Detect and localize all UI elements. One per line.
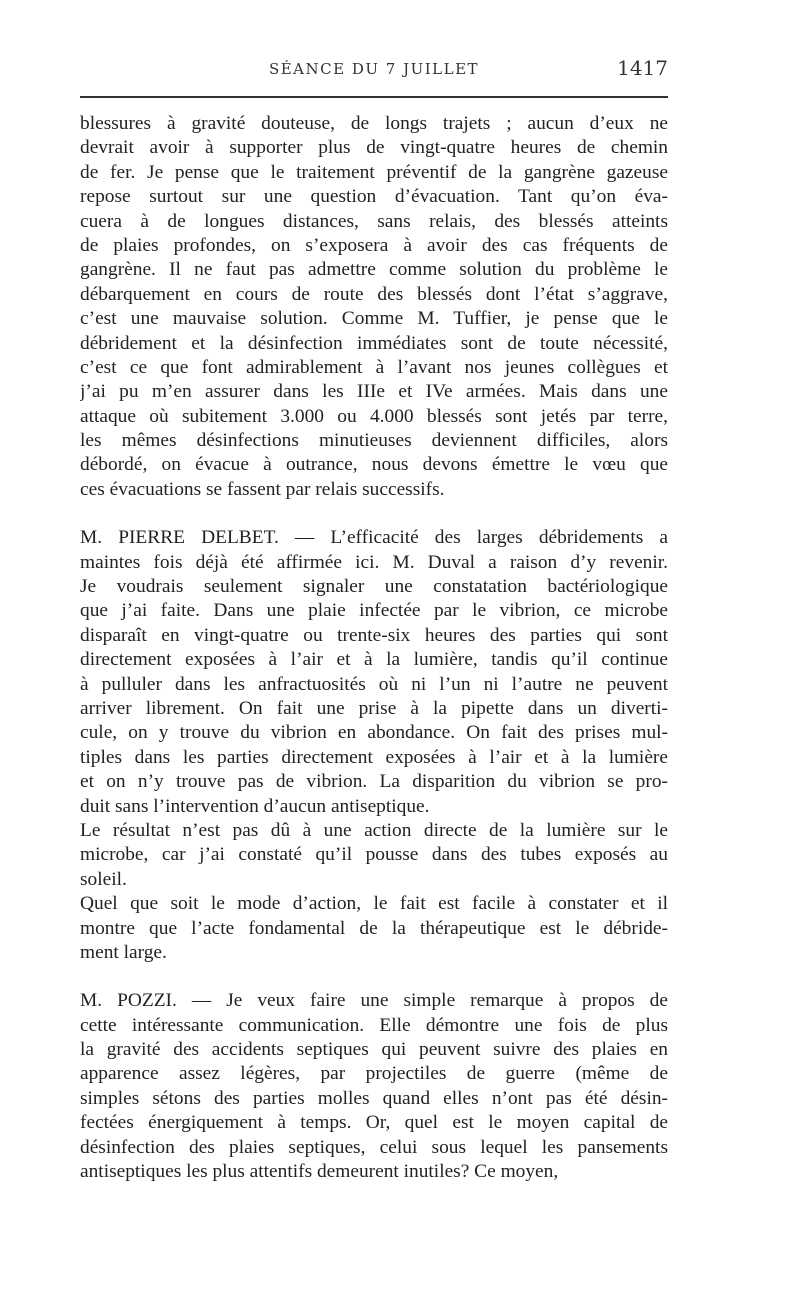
section-gap bbox=[80, 965, 668, 989]
text-line: c’est une mauvaise solution. Comme M. Tuffier, je pense que le bbox=[80, 308, 668, 330]
text-line: débordé, on évacue à outrance, nous devons émettre le vœu que bbox=[80, 454, 668, 476]
text-line: c’est ce que font admirablement à l’avant nos jeunes collègues et bbox=[80, 356, 668, 378]
running-title: SÉANCE DU 7 JUILLET bbox=[268, 60, 480, 78]
text-line: soleil. bbox=[80, 868, 127, 890]
text-line: de plaies profondes, on s’exposera à avoir des cas fréquents de bbox=[80, 234, 668, 256]
text-line: montre que l’acte fondamental de la thérapeutique est le débride- bbox=[80, 917, 668, 939]
text-line: débarquement en cours de route des blessés dont l’état s’aggrave, bbox=[80, 283, 668, 305]
text-line: j’ai pu m’en assurer dans les IIIe et IVe armées. Mais dans une bbox=[80, 381, 668, 403]
text-line: tiples dans les parties directement exposées à l’air et à la lumière bbox=[80, 746, 668, 768]
text-line: directement exposées à l’air et à la lumière, tandis qu’il continue bbox=[80, 649, 668, 671]
text-line: les mêmes désinfections minutieuses deviennent difficiles, alors bbox=[80, 430, 668, 452]
text-line: désinfection des plaies septiques, celui sous lequel les pansements bbox=[80, 1136, 668, 1158]
text-line: repose surtout sur une question d’évacuation. Tant qu’on éva- bbox=[80, 186, 668, 208]
text-line: débridement et la désinfection immédiates sont de toute nécessité, bbox=[80, 332, 668, 354]
text-line: blessures à gravité douteuse, de longs trajets ; aucun d’eux ne bbox=[80, 113, 668, 134]
text-line: et on n’y trouve pas de vibrion. La disparition du vibrion se pro- bbox=[80, 771, 668, 793]
text-line: gangrène. Il ne faut pas admettre comme solution du problème le bbox=[80, 259, 668, 281]
text-line: ces évacuations se fassent par relais successifs. bbox=[80, 478, 445, 500]
text-line: disparaît en vingt-quatre ou trente-six heures des parties qui sont bbox=[80, 624, 668, 646]
text-line: arriver librement. On fait une prise à la pipette dans un diverti- bbox=[80, 697, 668, 719]
text-line: apparence assez légères, par projectiles de guerre (même de bbox=[80, 1063, 668, 1085]
text-line: duit sans l’intervention d’aucun antiseptique. bbox=[80, 795, 430, 817]
text-line: M. POZZI. — Je veux faire une simple remarque à propos de bbox=[80, 990, 668, 1012]
text-line: à pulluler dans les anfractuosités où ni l’un ni l’autre ne peuvent bbox=[80, 673, 668, 695]
text-line: que j’ai faite. Dans une plaie infectée par le vibrion, ce microbe bbox=[80, 600, 668, 622]
text-line: simples sétons des parties molles quand elles n’ont pas été désin- bbox=[80, 1087, 668, 1109]
text-line: de fer. Je pense que le traitement préventif de la gangrène gazeuse bbox=[80, 161, 668, 183]
text-line: Le résultat n’est pas dû à une action directe de la lumière sur le bbox=[80, 819, 668, 841]
section-gap bbox=[80, 502, 668, 526]
text-line: maintes fois déjà été affirmée ici. M. Duval a raison d’y revenir. bbox=[80, 551, 668, 573]
header-rule bbox=[80, 96, 668, 98]
text-line: microbe, car j’ai constaté qu’il pousse dans des tubes exposés au bbox=[80, 844, 668, 866]
text-line: fectées énergiquement à temps. Or, quel est le moyen capital de bbox=[80, 1112, 668, 1134]
text-line: M. PIERRE DELBET. — L’efficacité des larges débridements a bbox=[80, 527, 668, 549]
body-text bbox=[80, 112, 668, 1184]
text-line: attaque où subitement 3.000 ou 4.000 blessés sont jetés par terre, bbox=[80, 405, 668, 427]
text-line: Quel que soit le mode d’action, le fait est facile à constater et il bbox=[80, 893, 668, 915]
text-line: la gravité des accidents septiques qui peuvent suivre des plaies en bbox=[80, 1039, 668, 1061]
text-line: Je voudrais seulement signaler une constatation bactériologique bbox=[80, 576, 668, 598]
text-line: devrait avoir à supporter plus de vingt-quatre heures de chemin bbox=[80, 137, 668, 159]
text-line: ment large. bbox=[80, 941, 167, 963]
paragraph bbox=[80, 989, 668, 1184]
running-head bbox=[80, 58, 668, 84]
paragraph bbox=[80, 819, 668, 892]
text-line: cette intéressante communication. Elle démontre une fois de plus bbox=[80, 1014, 668, 1036]
paragraph bbox=[80, 892, 668, 965]
text-line: antiseptiques les plus attentifs demeurent inutiles? Ce moyen, bbox=[80, 1161, 559, 1183]
paragraph bbox=[80, 526, 668, 819]
text-line: cule, on y trouve du vibrion en abondance. On fait des prises mul- bbox=[80, 722, 668, 744]
text-line: cuera à de longues distances, sans relais, des blessés atteints bbox=[80, 210, 668, 232]
paragraph bbox=[80, 112, 668, 502]
page-number: 1417 bbox=[617, 56, 668, 80]
